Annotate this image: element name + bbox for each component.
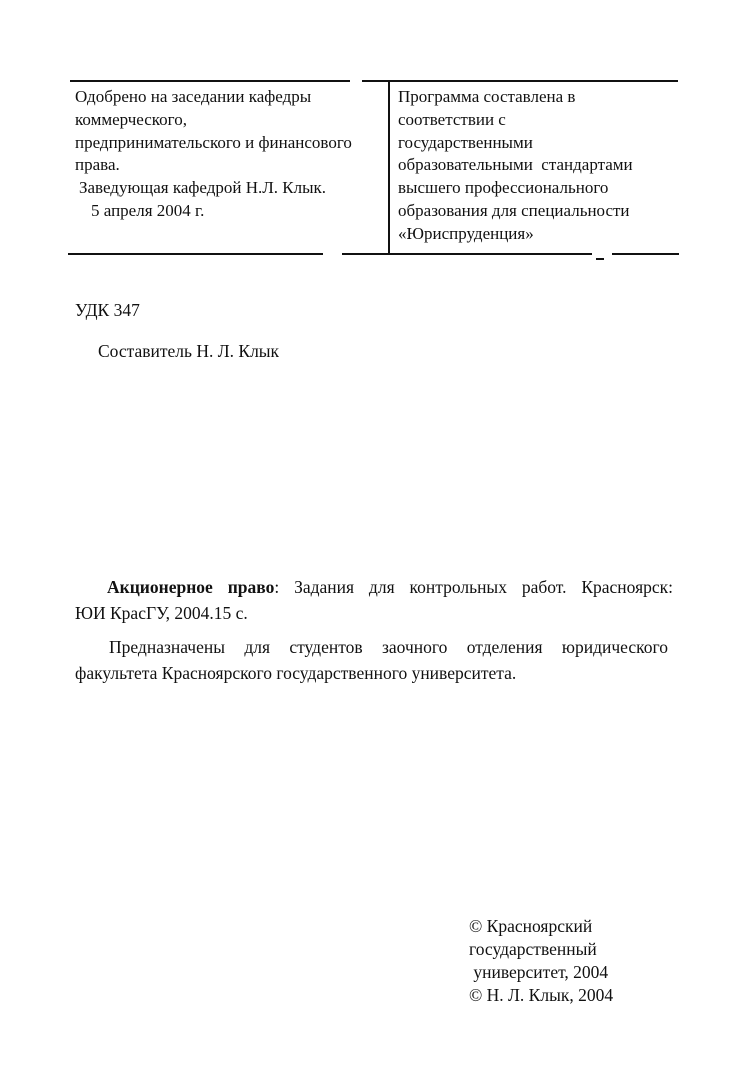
approval-right-column xyxy=(398,86,678,246)
approval-left-line: предпринимательского и финансового xyxy=(75,132,352,152)
bottom-rule-far-right xyxy=(612,253,679,255)
biblio-line-1 xyxy=(75,574,673,600)
purpose-line-2: факультета Красноярского государственного университета. xyxy=(75,663,517,683)
approval-left-line: Заведующая кафедрой Н.Л. Клык. xyxy=(79,178,327,198)
approval-right-line: образовательными стандартами xyxy=(398,155,633,175)
bottom-rule-right xyxy=(342,253,592,255)
approval-right-line: государственными xyxy=(398,132,533,152)
copyright-line: государственный xyxy=(469,939,597,959)
approval-left-line: коммерческого, xyxy=(75,109,187,129)
approval-left-line: Одобрено на заседании кафедры xyxy=(75,87,312,106)
approval-left-column xyxy=(75,86,385,223)
copyright-line: университет, 2004 xyxy=(469,962,609,982)
approval-right-line: «Юриспруденция» xyxy=(398,223,534,243)
vertical-divider xyxy=(388,80,390,255)
compiler-line: Составитель Н. Л. Клык xyxy=(98,341,280,361)
copyright-line: © Н. Л. Клык, 2004 xyxy=(469,985,614,1005)
purpose-line-1: Предназначены для студентов заочного отделения юридического xyxy=(109,637,668,657)
top-rule-left xyxy=(70,80,350,82)
bottom-rule-left xyxy=(68,253,323,255)
biblio-line-2: ЮИ КрасГУ, 2004.15 с. xyxy=(75,603,248,623)
approval-left-line: права. xyxy=(75,155,120,175)
approval-right-line: высшего профессионального xyxy=(398,178,609,198)
top-rule-right xyxy=(362,80,678,82)
approval-left-line: 5 апреля 2004 г. xyxy=(91,200,205,220)
bibliographic-description xyxy=(75,574,673,626)
approval-right-line: образования для специальности xyxy=(398,200,630,220)
bottom-rule-dash xyxy=(596,258,604,260)
approval-right-line: соответствии с xyxy=(398,109,506,129)
biblio-rest: : Задания для контрольных работ. Красноярск: xyxy=(274,577,674,597)
approval-right-line: Программа составлена в xyxy=(398,87,576,106)
copyright-line: © Красноярский xyxy=(469,916,593,936)
copyright-block xyxy=(469,915,613,1007)
udk-code: УДК 347 xyxy=(75,300,140,320)
purpose-statement xyxy=(75,634,668,686)
book-title: Акционерное право xyxy=(107,577,275,597)
